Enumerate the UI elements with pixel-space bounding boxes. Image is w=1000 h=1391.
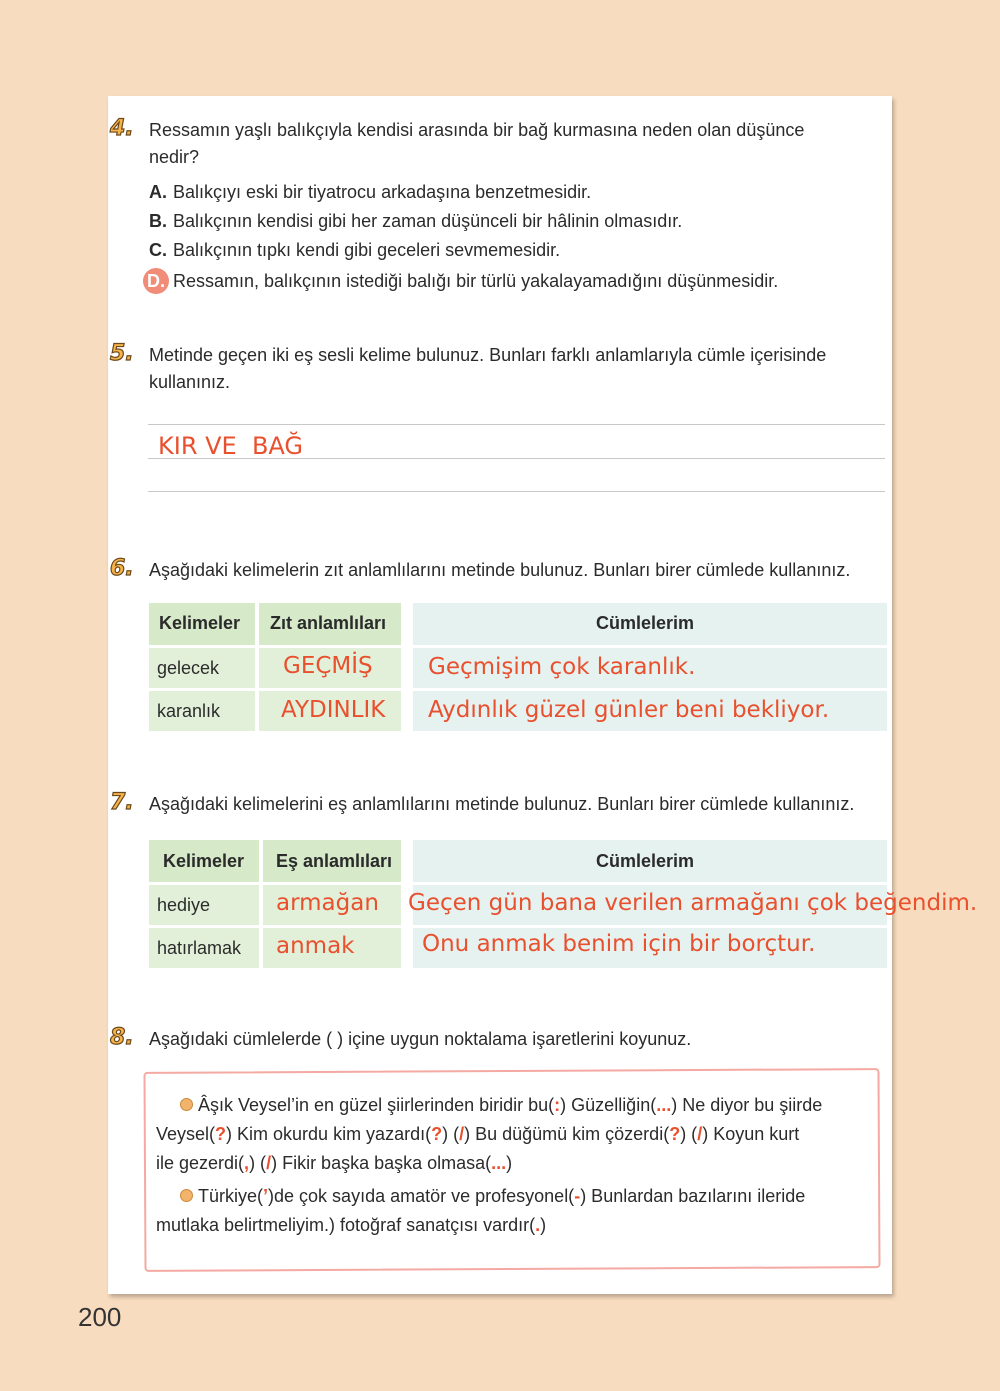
q7-header-answers: Eş anlamlıları xyxy=(276,851,393,871)
q7-row1-answer[interactable]: armağan xyxy=(276,890,379,916)
option-c-letter: C. xyxy=(149,240,167,260)
q6-row2-word: karanlık xyxy=(157,701,221,721)
q8-answer-mark[interactable]: / xyxy=(459,1124,465,1144)
q8-text: mutlaka belirtmeliyim.) fotoğraf sanatçısı vardır( xyxy=(156,1215,536,1235)
q7-row2-word: hatırlamak xyxy=(157,938,242,958)
question-7-number: 7. xyxy=(110,790,134,815)
q7-row2-answer[interactable]: anmak xyxy=(276,933,355,959)
q8-answer-mark[interactable]: ? xyxy=(669,1124,681,1144)
q8-text: Âşık Veysel’in en güzel şiirlerinden biridir bu( xyxy=(198,1095,555,1115)
q7-row1-word: hediye xyxy=(157,895,211,915)
q8-text: ) ( xyxy=(442,1124,460,1144)
q8-text: Veysel( xyxy=(156,1124,216,1144)
q7-row2-sentence[interactable]: Onu anmak benim için bir borçtur. xyxy=(422,931,816,957)
q6-row1-sentence[interactable]: Geçmişim çok karanlık. xyxy=(428,654,696,680)
option-c[interactable] xyxy=(149,240,560,261)
q8-answer-mark[interactable]: . xyxy=(535,1215,541,1235)
option-b-text: Balıkçının kendisi gibi her zaman düşünceli bir hâlinin olmasıdır. xyxy=(173,211,683,231)
q8-p1-line1 xyxy=(180,1091,822,1120)
q8-text: ) Fikir başka başka olmasa( xyxy=(271,1153,492,1173)
q8-answer-mark[interactable]: ? xyxy=(431,1124,443,1144)
question-8-text: Aşağıdaki cümlelerde ( ) içine uygun noktalama işaretlerini koyunuz. xyxy=(149,1029,692,1049)
q8-text: ) Güzelliğin( xyxy=(560,1095,657,1115)
q8-answer-mark[interactable]: ? xyxy=(215,1124,227,1144)
option-a[interactable] xyxy=(149,182,591,203)
question-5-text-line1: Metinde geçen iki eş sesli kelime bulunuz. Bunları farklı anlamlarıyla cümle içerisinde xyxy=(149,345,827,365)
q8-text: ) ( xyxy=(680,1124,698,1144)
q8-answer-mark[interactable]: / xyxy=(266,1153,272,1173)
q6-row2-sentence[interactable]: Aydınlık güzel günler beni bekliyor. xyxy=(428,697,830,723)
q8-p2-line1 xyxy=(180,1182,805,1211)
question-4-text-line2: nedir? xyxy=(149,147,200,167)
q8-text: ) Kim okurdu kim yazardı( xyxy=(226,1124,432,1144)
q8-text: ) xyxy=(540,1215,547,1235)
q8-answer-mark[interactable]: / xyxy=(697,1124,703,1144)
question-4-text-line1: Ressamın yaşlı balıkçıyla kendisi arasında bir bağ kurmasına neden olan düşünce xyxy=(149,120,805,140)
q8-answer-mark[interactable]: - xyxy=(574,1186,581,1206)
q8-text: )de çok sayıda amatör ve profesyonel( xyxy=(268,1186,575,1206)
answer-line-3 xyxy=(148,491,885,492)
question-6-text: Aşağıdaki kelimelerin zıt anlamlılarını metinde bulunuz. Bunları birer cümlede kullanınız. xyxy=(149,560,851,580)
q8-text: ) Bu düğümü kim çözerdi( xyxy=(464,1124,670,1144)
option-c-text: Balıkçının tıpkı kendi gibi geceleri sevmemesidir. xyxy=(173,240,561,260)
q7-header-words: Kelimeler xyxy=(163,851,245,871)
q8-answer-mark[interactable]: ... xyxy=(656,1095,672,1115)
option-b[interactable] xyxy=(149,211,682,232)
option-a-letter: A. xyxy=(149,182,167,202)
q6-row1-word: gelecek xyxy=(157,658,220,678)
option-a-text: Balıkçıyı eski bir tiyatrocu arkadaşına benzetmesidir. xyxy=(173,182,592,202)
bullet-icon xyxy=(180,1098,193,1111)
option-d-text: Ressamın, balıkçının istediği balığı bir türlü yakalayamadığını düşünmesidir. xyxy=(173,271,779,291)
q8-text: ) Ne diyor bu şiirde xyxy=(671,1095,823,1115)
question-7-text: Aşağıdaki kelimelerini eş anlamlılarını metinde bulunuz. Bunları birer cümlede kullanınız. xyxy=(149,794,855,814)
question-5-text-line2: kullanınız. xyxy=(149,372,231,392)
q8-text: ) xyxy=(506,1153,513,1173)
q8-answer-mark[interactable]: ... xyxy=(491,1153,507,1173)
q7-header-sentences: Cümlelerim xyxy=(596,851,695,871)
question-8-number: 8. xyxy=(110,1025,134,1050)
q8-text: Türkiye( xyxy=(198,1186,264,1206)
q8-answer-mark[interactable]: : xyxy=(554,1095,561,1115)
bullet-icon xyxy=(180,1189,193,1202)
q8-p1-line3 xyxy=(156,1149,512,1178)
q8-p2-line2 xyxy=(156,1211,546,1240)
page-number: 200 xyxy=(78,1302,122,1332)
option-d[interactable] xyxy=(149,268,778,294)
q8-text: ) Koyun kurt xyxy=(702,1124,800,1144)
question-5-number: 5. xyxy=(110,341,134,366)
q8-answer-mark[interactable]: ’ xyxy=(263,1186,269,1206)
question-4-number: 4. xyxy=(110,116,134,141)
option-d-selected-marker: D. xyxy=(143,268,169,294)
answer-line-1 xyxy=(148,424,885,425)
q8-text: ) ( xyxy=(249,1153,267,1173)
q6-row2-answer[interactable]: AYDINLIK xyxy=(281,697,386,723)
q8-p1-line2 xyxy=(156,1120,799,1149)
question-5-answer[interactable]: KIR VE BAĞ xyxy=(158,432,304,460)
option-b-letter: B. xyxy=(149,211,167,231)
question-6-number: 6. xyxy=(110,556,134,581)
q6-row1-answer[interactable]: GEÇMİŞ xyxy=(283,653,373,679)
q8-answer-mark[interactable]: , xyxy=(244,1153,250,1173)
q6-header-answers: Zıt anlamlıları xyxy=(270,613,387,633)
q6-header-words: Kelimeler xyxy=(159,613,241,633)
q6-header-sentences: Cümlelerim xyxy=(596,613,695,633)
q8-text: ile gezerdi( xyxy=(156,1153,245,1173)
q7-row1-sentence[interactable]: Geçen gün bana verilen armağanı çok beğendim. xyxy=(408,890,978,916)
q8-text: ) Bunlardan bazılarını ileride xyxy=(580,1186,806,1206)
